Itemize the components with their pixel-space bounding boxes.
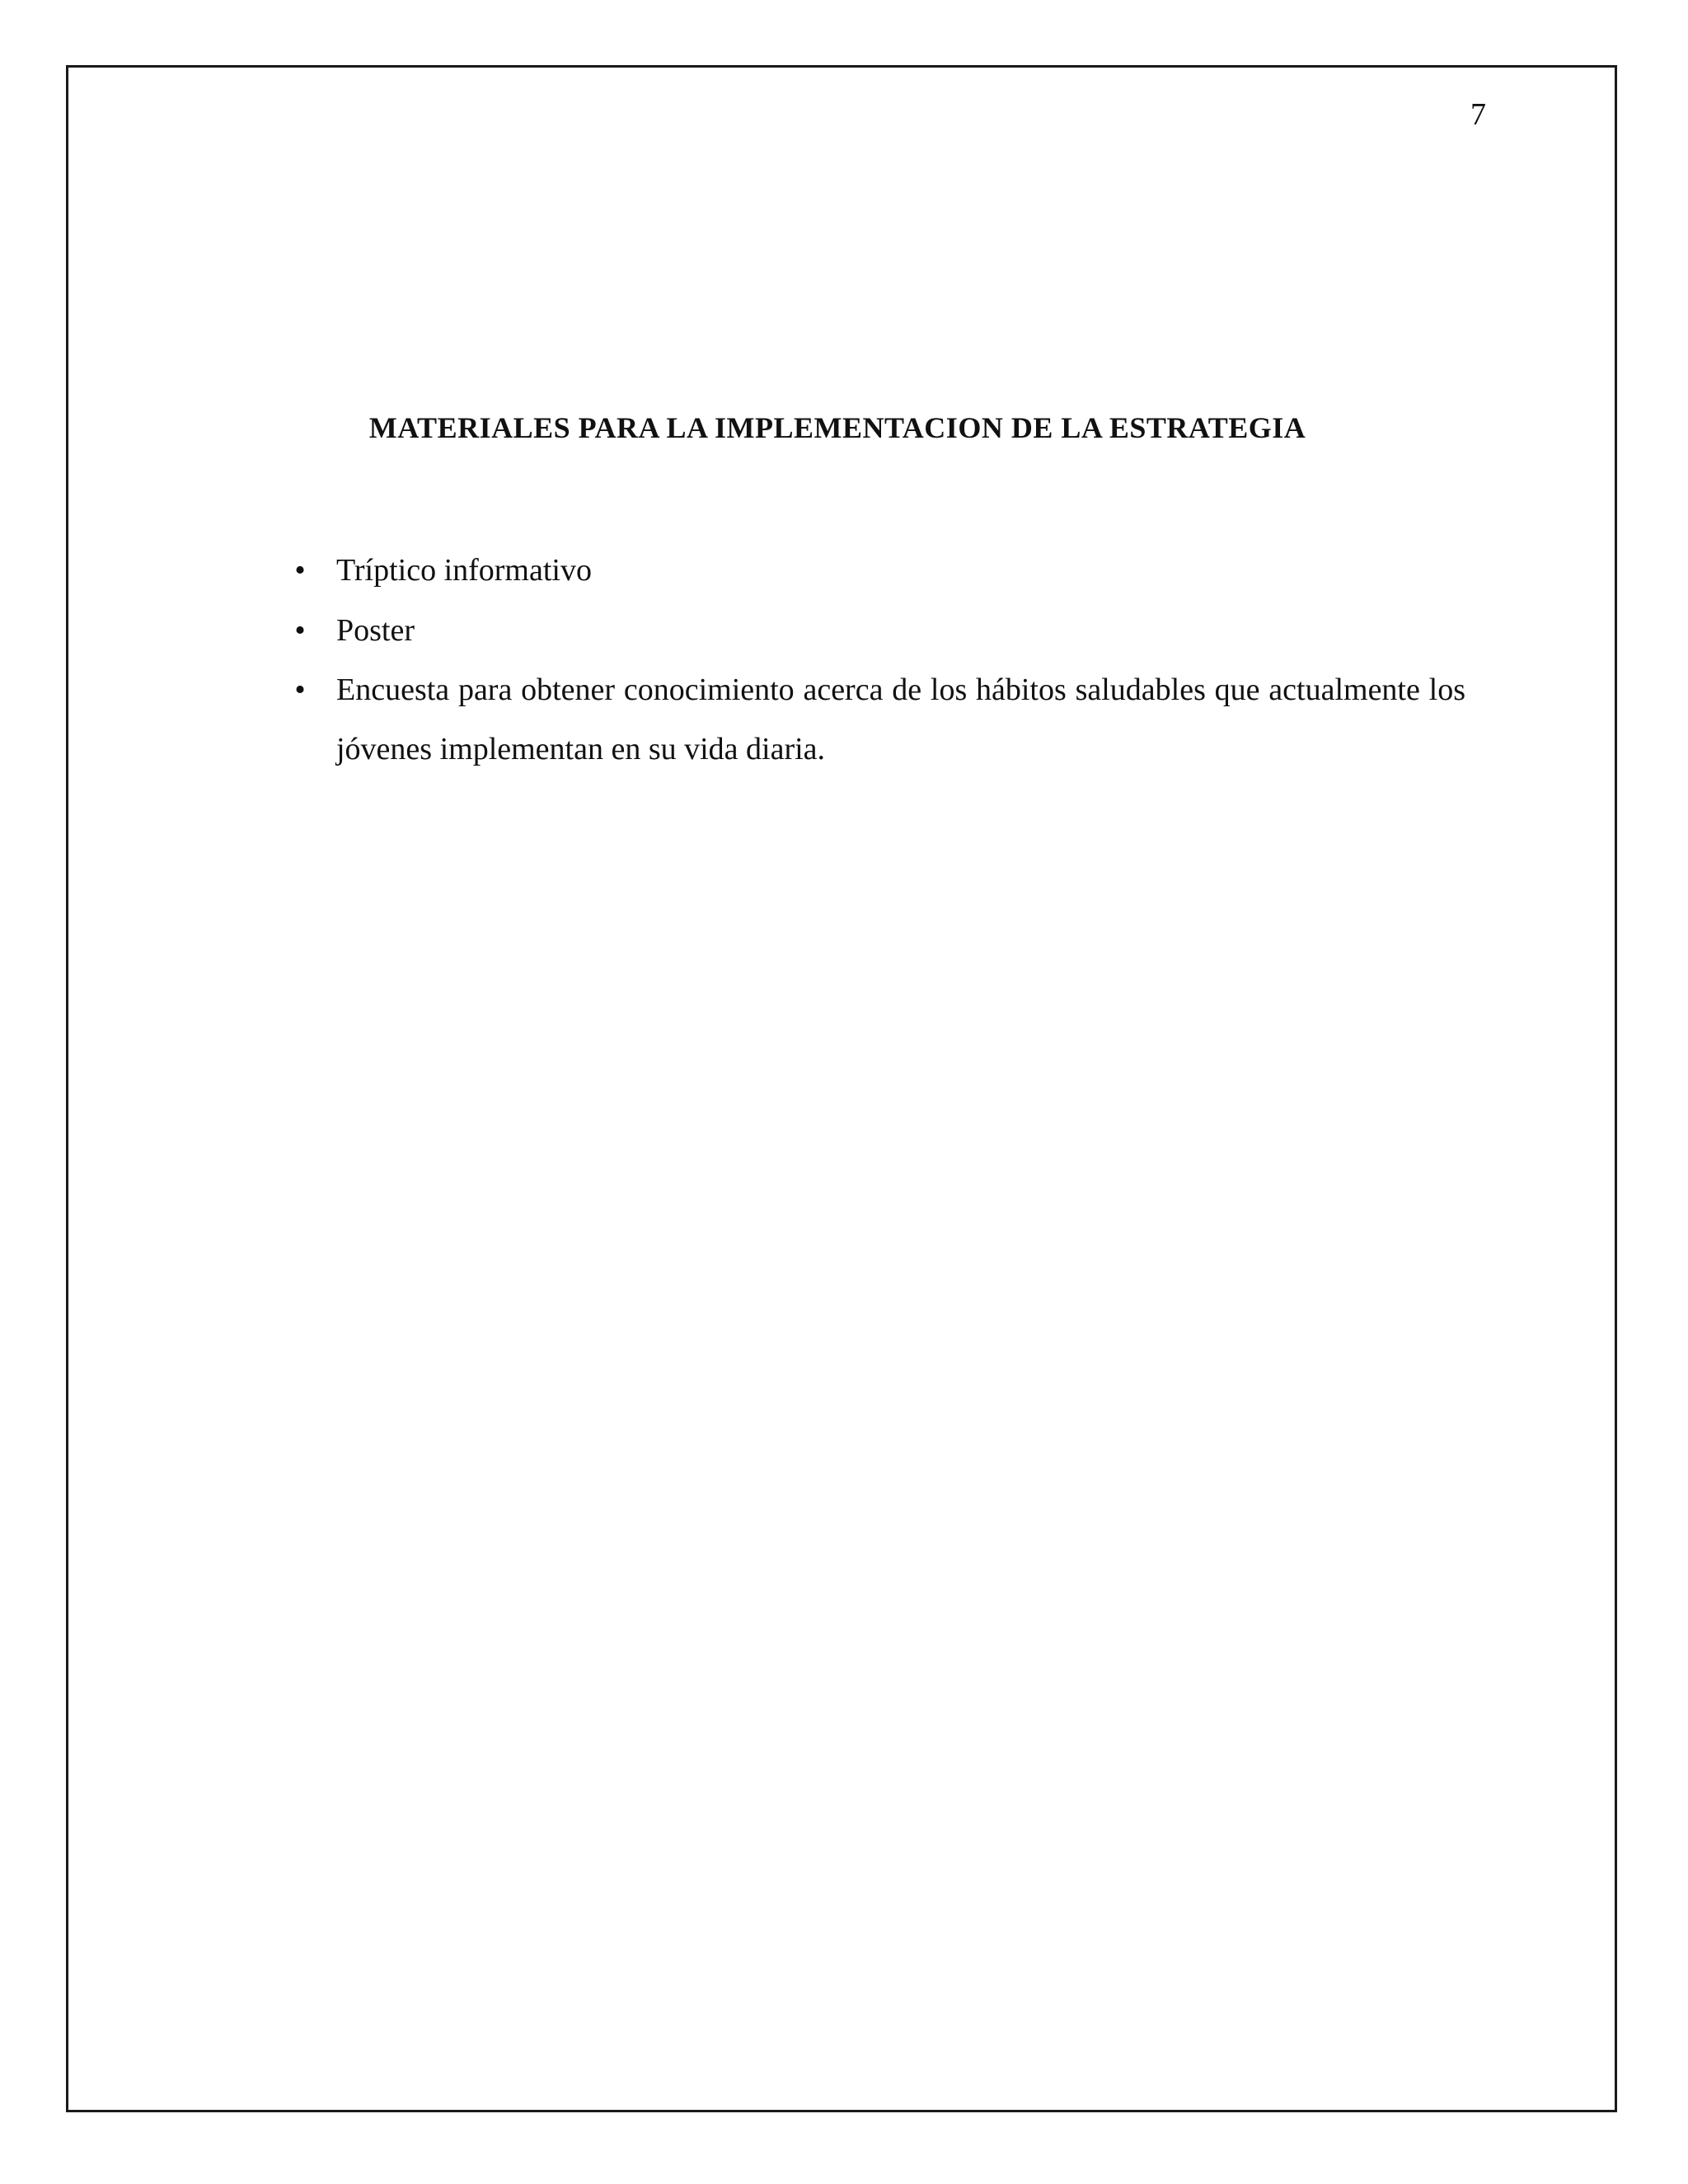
bullet-icon: • xyxy=(294,673,306,707)
bullet-icon: • xyxy=(294,553,306,588)
page-number: 7 xyxy=(1470,97,1486,132)
list-item-text: Poster xyxy=(336,613,415,648)
page-title-text: MATERIALES PARA LA IMPLEMENTACION DE LA ESTRATEGIA xyxy=(368,411,1306,444)
list-item-text: Encuesta para obtener conocimiento acerca de los hábitos saludables que actualmente los jóvenes implementan en su vida diaria. xyxy=(336,673,1465,766)
list-item-text: Tríptico informativo xyxy=(336,553,592,588)
page-title xyxy=(0,409,1688,447)
page-border xyxy=(66,65,1617,2112)
bullet-icon: • xyxy=(294,613,306,648)
